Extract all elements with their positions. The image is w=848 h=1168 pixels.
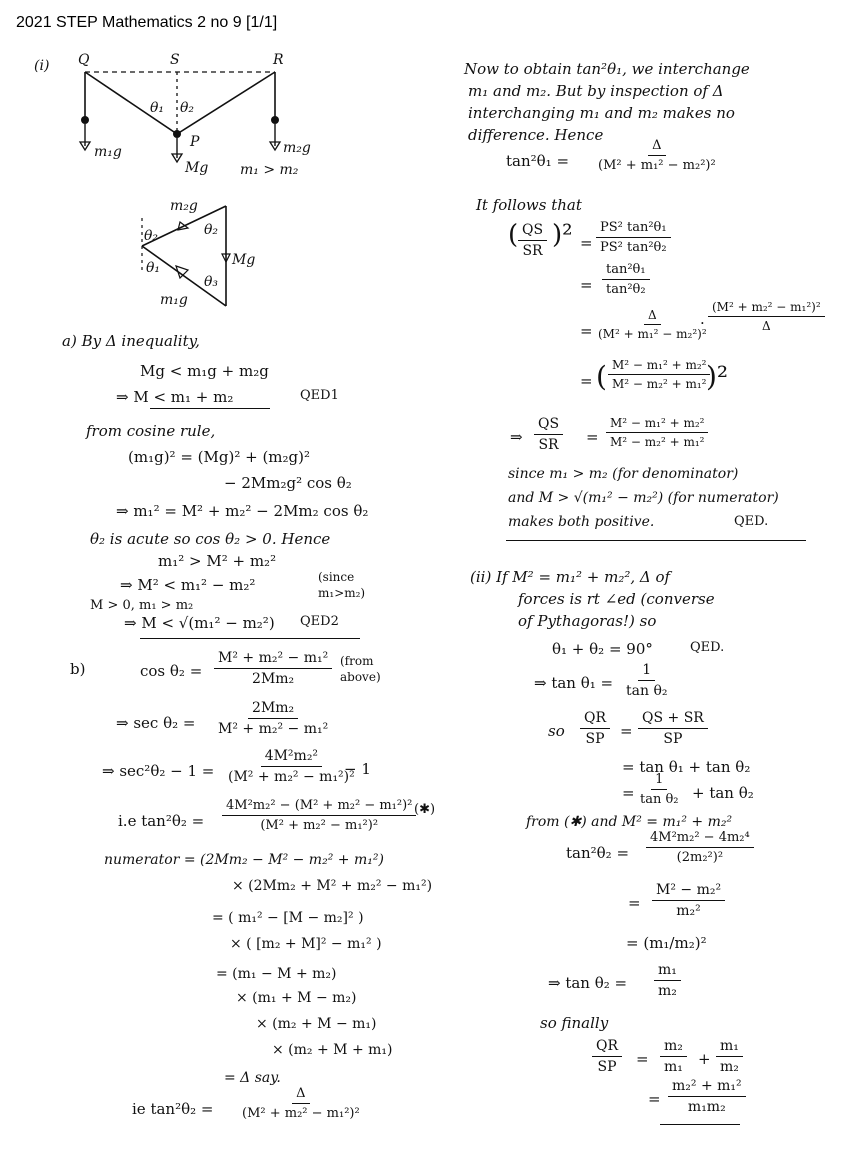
ie-fraction: $\frac{\Delta}{\text{(M² + m₂² − m₁²)²}}$ bbox=[242, 1086, 360, 1121]
b1-lhs: cos θ₂ = bbox=[140, 662, 203, 680]
eq-1: = bbox=[580, 234, 593, 252]
ineq-2: ⇒ M < m₁ + m₂ bbox=[116, 388, 234, 406]
qed3: QED. bbox=[690, 640, 725, 655]
theta1-label: θ₁ bbox=[150, 100, 165, 116]
it-follows: It follows that bbox=[476, 196, 582, 214]
result-lhs-fraction: $\frac{QS}{SR}$ bbox=[534, 416, 563, 453]
part-ii-1: (ii) If M² = m₁² + m₂², Δ of bbox=[470, 568, 671, 586]
numerator-1: numerator = (2Mm₂ − M² − m₂² + m₁²) bbox=[104, 852, 384, 868]
numerator-6: × (m₁ + M − m₂) bbox=[236, 990, 357, 1006]
cosine-2: − 2Mm₂g² cos θ₂ bbox=[224, 474, 352, 492]
note-line-2: m₁ and m₂. But by inspection of Δ bbox=[468, 82, 724, 100]
eq-5: = bbox=[586, 428, 599, 446]
point-p-label: P bbox=[190, 134, 200, 150]
b1-fraction: $\frac{\text{M² + m₂² − m₁²}}{\text{2Mm₂}}$ bbox=[214, 650, 332, 687]
ineq-1: Mg < m₁g + m₂g bbox=[140, 362, 269, 380]
cosine-6: ⇒ M² < m₁² − m₂² bbox=[120, 576, 256, 594]
b4-fraction: $\frac{\text{4M²m₂² − (M² + m₂² − m₁²)²}}{\text{(M² + m₂² − m₁²)²}}$ bbox=[222, 798, 416, 833]
ii7: = tan θ₁ + tan θ₂ bbox=[622, 758, 751, 776]
triangle-top-label: m₂g bbox=[170, 198, 198, 214]
weight-m1g-label: m₁g bbox=[94, 144, 122, 160]
final-underline bbox=[660, 1124, 740, 1125]
part-i-label: (i) bbox=[34, 58, 50, 74]
ii13-lhs: ⇒ tan θ₂ = bbox=[548, 974, 628, 992]
eq1-fraction: $\frac{\text{PS² tan²θ₁}}{\text{PS² tan²θ₂}}$ bbox=[596, 220, 671, 255]
ii12: = (m₁/m₂)² bbox=[626, 934, 707, 952]
pulley-diagram bbox=[30, 48, 350, 188]
paren-open: ( bbox=[508, 220, 519, 250]
so-finally: so finally bbox=[540, 1014, 609, 1032]
mass-condition-label: m₁ > m₂ bbox=[240, 162, 299, 178]
since-note-1: (since bbox=[318, 570, 355, 584]
weight-mg-label: Mg bbox=[185, 160, 209, 176]
tan-theta1-lhs: tan²θ₁ = bbox=[506, 152, 570, 170]
weight-m2g-label: m₂g bbox=[283, 140, 311, 156]
since-line-c: makes both positive. bbox=[508, 514, 655, 530]
point-s-label: S bbox=[170, 52, 180, 68]
theta2-label: θ₂ bbox=[180, 100, 195, 116]
cosine-4: θ₂ is acute so cos θ₂ > 0. Hence bbox=[90, 530, 331, 548]
part-ii-3: of Pythagoras!) so bbox=[518, 612, 657, 630]
result-arrow: ⇒ bbox=[510, 428, 523, 446]
cosine-8: ⇒ M < √(m₁² − m₂²) bbox=[124, 614, 275, 632]
divider-a-b bbox=[140, 638, 360, 639]
paren-close: )² bbox=[552, 220, 573, 250]
paren-open-2: ( bbox=[596, 360, 607, 393]
part-a-heading: a) By Δ inequality, bbox=[62, 332, 200, 350]
page-title: 2021 STEP Mathematics 2 no 9 [1/1] bbox=[16, 14, 278, 31]
ii11-fraction: $\frac{\text{M² − m₂²}}{\text{m₂²}}$ bbox=[652, 882, 725, 919]
final-lhs-fraction: $\frac{QR}{SP}$ bbox=[592, 1038, 622, 1075]
ii13-fraction: $\frac{\text{m₁}}{\text{m₂}}$ bbox=[654, 962, 681, 999]
from-note-2: above) bbox=[340, 670, 381, 684]
from-note-1: (from bbox=[340, 654, 374, 668]
since-line-a: since m₁ > m₂ (for denominator) bbox=[508, 466, 739, 482]
eq-4: = bbox=[580, 372, 593, 390]
cosine-1: (m₁g)² = (Mg)² + (m₂g)² bbox=[128, 448, 310, 466]
point-q-label: Q bbox=[78, 52, 90, 68]
star-marker: (✱) bbox=[414, 802, 436, 817]
triangle-bottom-label: m₁g bbox=[160, 292, 188, 308]
ii6-so: so bbox=[548, 722, 565, 740]
numerator-4: × ( [m₂ + M]² − m₁² ) bbox=[230, 936, 382, 952]
final-result-fraction: $\frac{\text{m₂² + m₁²}}{\text{m₁m₂}}$ bbox=[668, 1078, 746, 1115]
eq-6: = bbox=[620, 722, 633, 740]
eq2-fraction: $\frac{\text{tan²θ₁}}{\text{tan²θ₂}}$ bbox=[602, 262, 650, 297]
triangle-theta1: θ₁ bbox=[146, 260, 161, 276]
final-term-1: $\frac{\text{m₂}}{\text{m₁}}$ bbox=[660, 1038, 687, 1075]
eq-3: = bbox=[580, 322, 593, 340]
qed1: QED1 bbox=[300, 388, 339, 403]
plus-sign: + bbox=[698, 1050, 711, 1068]
ii6-fraction: $\frac{QR}{SP}$ bbox=[580, 710, 610, 747]
point-r-label: R bbox=[273, 52, 284, 68]
triangle-theta2: θ₂ bbox=[144, 228, 159, 244]
divider-right bbox=[506, 540, 806, 541]
note-line-1: Now to obtain tan²θ₁, we interchange bbox=[464, 60, 750, 78]
eq3b-fraction: $\frac{\text{(M² + m₂² − m₁²)²}}{\Delta}$ bbox=[708, 300, 825, 333]
b3-lhs: ⇒ sec²θ₂ − 1 = bbox=[102, 762, 215, 780]
numerator-5: = (m₁ − M + m₂) bbox=[216, 966, 337, 982]
qed-right: QED. bbox=[734, 514, 769, 529]
eq-2: = bbox=[580, 276, 593, 294]
numerator-8: × (m₂ + M + m₁) bbox=[272, 1042, 393, 1058]
eq-8: = bbox=[628, 894, 641, 912]
ii8-fraction: $\frac{1}{\text{tan θ₂}}$ bbox=[640, 772, 679, 807]
ii5-lhs: ⇒ tan θ₁ = bbox=[534, 674, 614, 692]
part-b-label: b) bbox=[70, 660, 86, 678]
final-term-2: $\frac{\text{m₁}}{\text{m₂}}$ bbox=[716, 1038, 743, 1075]
ii10-lhs: tan²θ₂ = bbox=[566, 844, 630, 862]
triangle-theta2-b: θ₂ bbox=[204, 222, 219, 238]
b3-fraction: $\frac{\text{4M²m₂²}}{\text{(M² + m₂² − m₁²)²}}$ bbox=[228, 748, 355, 785]
tan-theta1-fraction: $\frac{\Delta}{\text{(M² + m₁² − m₂²)²}}$ bbox=[598, 138, 716, 173]
triangle-right-label: Mg bbox=[232, 252, 256, 268]
note-line-4: difference. Hence bbox=[468, 126, 604, 144]
cosine-7: M > 0, m₁ > m₂ bbox=[90, 598, 194, 613]
force-triangle bbox=[130, 198, 280, 318]
ii5-fraction: $\frac{1}{\text{tan θ₂}}$ bbox=[626, 662, 668, 699]
result-rhs-fraction: $\frac{\text{M² − m₁² + m₂²}}{\text{M² − m₂² + m₁²}}$ bbox=[606, 416, 708, 449]
ie-lhs: ie tan²θ₂ = bbox=[132, 1100, 214, 1118]
ii10-fraction: $\frac{\text{4M²m₂² − 4m₂⁴}}{\text{(2m₂²)²}}$ bbox=[646, 830, 754, 865]
numerator-2: × (2Mm₂ + M² + m₂² − m₁²) bbox=[232, 878, 433, 894]
part-ii-4: θ₁ + θ₂ = 90° bbox=[552, 640, 653, 658]
b4-lhs: i.e tan²θ₂ = bbox=[118, 812, 205, 830]
paren-close-2: )² bbox=[706, 360, 729, 393]
part-ii-2: forces is rt ∠ed (converse bbox=[518, 590, 715, 608]
cosine-5: m₁² > M² + m₂² bbox=[158, 552, 277, 570]
since-note-2: m₁>m₂) bbox=[318, 586, 366, 600]
since-line-b: and M > √(m₁² − m₂²) (for numerator) bbox=[508, 490, 779, 506]
eq-9: = bbox=[636, 1050, 649, 1068]
cosine-heading: from cosine rule, bbox=[86, 422, 216, 440]
note-line-3: interchanging m₁ and m₂ makes no bbox=[468, 104, 735, 122]
eq4-fraction: $\frac{\text{M² − m₁² + m₂²}}{\text{M² − m₂² + m₁²}}$ bbox=[608, 358, 710, 391]
eq-10: = bbox=[648, 1090, 661, 1108]
ii8-rest: + tan θ₂ bbox=[692, 784, 754, 802]
numerator-7: × (m₂ + M − m₁) bbox=[256, 1016, 377, 1032]
eq3a-fraction: $\frac{\Delta}{\text{(M² + m₁² − m₂²)²}}$ bbox=[598, 308, 707, 341]
delta-say: = Δ say. bbox=[224, 1070, 281, 1086]
b2-fraction: $\frac{\text{2Mm₂}}{\text{M² + m₂² − m₁²}}$ bbox=[218, 700, 329, 737]
underline-result-1 bbox=[150, 408, 270, 409]
cosine-3: ⇒ m₁² = M² + m₂² − 2Mm₂ cos θ₂ bbox=[116, 502, 369, 520]
ii6-rhs-fraction: $\frac{QS + SR}{SP}$ bbox=[638, 710, 708, 747]
qed2: QED2 bbox=[300, 614, 339, 629]
qs-sr-fraction: $\frac{QS}{SR}$ bbox=[518, 222, 547, 259]
b2-lhs: ⇒ sec θ₂ = bbox=[116, 714, 196, 732]
ii9: from (✱) and M² = m₁² + m₂² bbox=[526, 814, 733, 830]
times-dot: · bbox=[700, 314, 705, 332]
numerator-3: = ( m₁² − [M − m₂]² ) bbox=[212, 910, 364, 926]
b3-minus-one: − 1 bbox=[344, 760, 371, 778]
triangle-theta3: θ₃ bbox=[204, 274, 219, 290]
eq-7: = bbox=[622, 784, 635, 802]
